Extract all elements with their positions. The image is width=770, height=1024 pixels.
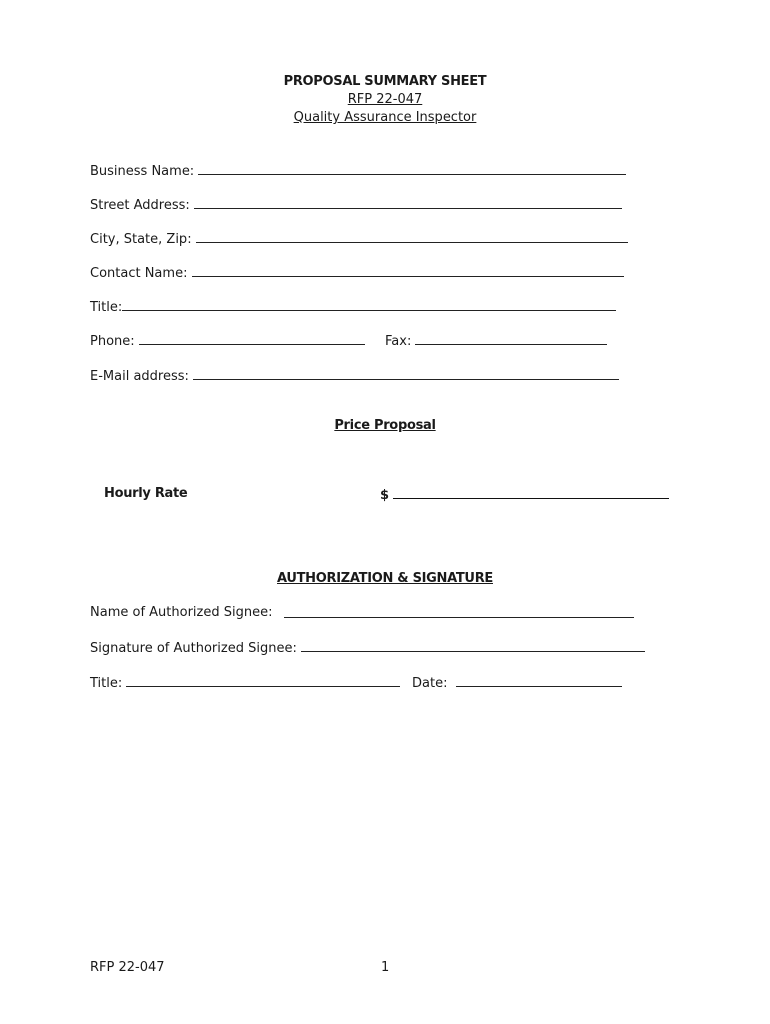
price-proposal-heading: Price Proposal	[334, 418, 436, 433]
fax-field[interactable]	[415, 332, 607, 345]
fax-label: Fax:	[385, 334, 412, 349]
signature-label: Signature of Authorized Signee:	[90, 641, 297, 656]
title-row	[90, 298, 616, 315]
phone-field[interactable]	[139, 332, 365, 345]
title-field[interactable]	[122, 298, 616, 311]
business-name-row	[90, 162, 626, 179]
page-title: PROPOSAL SUMMARY SHEET	[283, 74, 487, 89]
signature-field[interactable]	[301, 639, 645, 652]
signature-row	[90, 639, 645, 656]
fax-row	[385, 332, 607, 349]
signee-name-field[interactable]	[284, 605, 634, 618]
contact-name-label: Contact Name:	[90, 266, 188, 281]
email-label: E-Mail address:	[90, 369, 189, 384]
footer-rfp: RFP 22-047	[90, 960, 165, 975]
street-address-field[interactable]	[194, 196, 622, 209]
rfp-number: RFP 22-047	[347, 92, 423, 107]
signee-name-row	[90, 605, 272, 620]
phone-label: Phone:	[90, 334, 135, 349]
authorization-heading: AUTHORIZATION & SIGNATURE	[277, 571, 493, 586]
hourly-rate-label: Hourly Rate	[104, 486, 188, 501]
date-row	[412, 674, 622, 691]
auth-title-field[interactable]	[126, 674, 400, 687]
street-address-label: Street Address:	[90, 198, 190, 213]
contact-name-field[interactable]	[192, 264, 624, 277]
street-address-row	[90, 196, 622, 213]
city-state-zip-field[interactable]	[196, 230, 628, 243]
currency-symbol: $	[380, 488, 389, 503]
hourly-rate-row	[380, 486, 669, 503]
auth-title-label: Title:	[90, 676, 123, 691]
city-state-zip-row	[90, 230, 628, 247]
page-subtitle: Quality Assurance Inspector	[293, 110, 477, 125]
date-label: Date:	[412, 676, 448, 691]
title-label: Title:	[90, 300, 123, 315]
page-number: 1	[381, 960, 390, 975]
phone-row	[90, 332, 365, 349]
city-state-zip-label: City, State, Zip:	[90, 232, 192, 247]
date-field[interactable]	[456, 674, 622, 687]
email-row	[90, 367, 619, 384]
auth-title-row	[90, 674, 400, 691]
signee-name-line-wrap	[284, 605, 634, 622]
signee-name-label: Name of Authorized Signee:	[90, 605, 273, 620]
email-field[interactable]	[193, 367, 619, 380]
contact-name-row	[90, 264, 624, 281]
business-name-label: Business Name:	[90, 164, 195, 179]
business-name-field[interactable]	[198, 162, 626, 175]
hourly-rate-field[interactable]	[393, 486, 669, 499]
